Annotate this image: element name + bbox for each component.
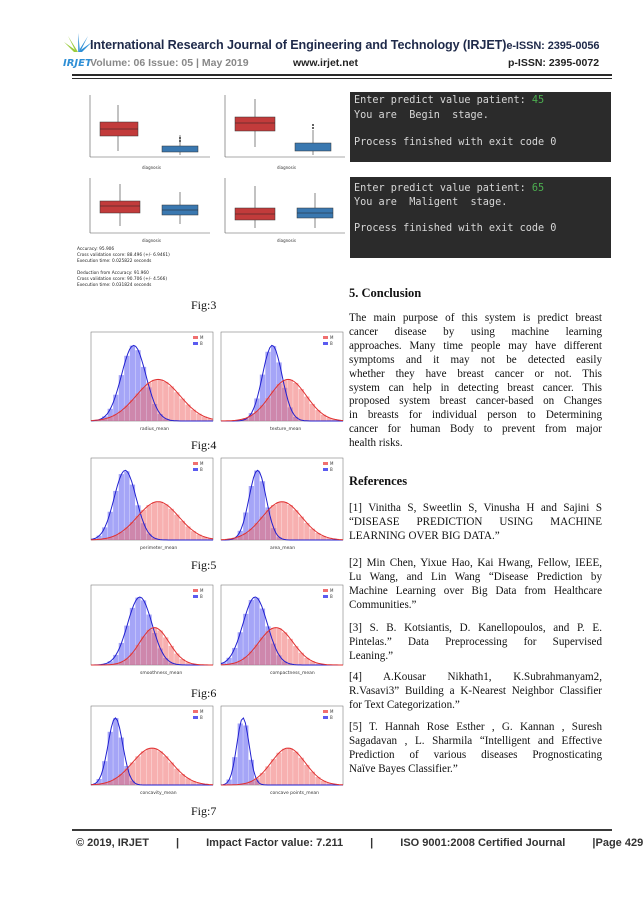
histogram-bar <box>174 769 179 785</box>
histogram-bar <box>141 751 146 785</box>
fig4-caption: Fig:4 <box>191 438 217 452</box>
legend-label: M <box>200 709 204 714</box>
text-line: Prediction of various diseases Prognosticating <box>349 748 602 761</box>
histogram-bar <box>130 400 135 421</box>
histogram-bar <box>169 762 174 785</box>
histogram-bar <box>276 628 281 665</box>
terminal-exit: Process finished with exit code 0 <box>354 137 557 148</box>
text-line: LEARNING OVER BIG DATA.” <box>349 529 500 542</box>
histogram-panel <box>221 585 343 676</box>
histogram-bar <box>180 521 185 540</box>
p-issn: p-ISSN: 2395-0072 <box>508 57 600 69</box>
histogram-bar <box>163 382 168 421</box>
footer-separator: | <box>592 837 596 849</box>
histogram-bar <box>130 762 135 785</box>
fig7-svg <box>83 704 343 799</box>
text-line: proposed system breast cancer-based on Changes <box>349 395 602 408</box>
legend-label: M <box>200 335 204 340</box>
console-line: Cross validation score: 90.706 (+/- 4.566) <box>77 277 168 282</box>
terminal-output-1 <box>350 92 611 162</box>
histogram-bar <box>135 393 140 421</box>
footer-iso: ISO 9001:2008 Certified Journal <box>400 837 566 849</box>
histogram-bar <box>276 753 281 785</box>
histogram-bar <box>152 502 157 540</box>
histogram-bar <box>163 756 168 785</box>
legend-label: B <box>330 594 333 599</box>
console-line: Deduction from Accuracy: 91.960 <box>77 271 149 276</box>
text-line: in breasts for individual person to Determining <box>349 409 602 422</box>
text-line: [3] S. B. Kotsiantis, D. Kanellopoulos, and P. E. <box>349 622 602 634</box>
website: www.irjet.net <box>293 57 358 69</box>
histogram-bar <box>288 505 293 540</box>
legend-label: B <box>330 715 333 720</box>
histogram-bar <box>304 397 309 421</box>
footer-separator: | <box>175 837 180 849</box>
page-footer <box>76 837 643 849</box>
text-line: The main purpose of this system is predict breast <box>349 312 602 324</box>
conclusion-heading: 5. Conclusion <box>349 286 422 300</box>
histogram-bar <box>260 517 265 540</box>
text-line: [1] Vinitha S, Sweetlin S, Vinusha H and Sajini S <box>349 502 602 514</box>
histogram-bar <box>146 505 151 540</box>
histogram-panel <box>91 585 213 676</box>
histogram-bar <box>276 384 281 421</box>
histogram-bar <box>158 502 163 540</box>
histogram-bar <box>282 502 287 540</box>
legend-label: B <box>330 467 333 472</box>
fig7-caption: Fig:7 <box>191 804 217 818</box>
text-line: cancer for human Body to prevent from major <box>349 423 602 436</box>
xaxis-label: concavity_mean <box>140 791 177 796</box>
boxplot-panel <box>225 95 345 170</box>
histogram-bar <box>265 631 270 665</box>
subplot-xlabel: diagnosis <box>277 238 296 243</box>
fig6-histograms <box>83 583 343 679</box>
text-line: for Text Categorization.” <box>349 698 460 711</box>
histogram-bar <box>141 636 146 665</box>
text-line: Naïve Bayes Classifier.” <box>349 762 458 775</box>
histogram-bar <box>299 758 304 785</box>
histogram-bar <box>163 637 168 665</box>
histogram-bar <box>299 517 304 540</box>
fig6-caption: Fig:6 <box>191 686 217 700</box>
histogram-bar <box>180 399 185 421</box>
conclusion-body <box>349 312 602 451</box>
legend-label: M <box>200 588 204 593</box>
text-line: health risks. <box>349 437 403 450</box>
footer-separator: | <box>370 837 374 849</box>
histogram-bar <box>135 756 140 785</box>
histogram-bar <box>174 515 179 540</box>
terminal-prompt: Enter predict value patient: <box>354 95 532 106</box>
console-line: Execution time: 0.031824 seconds <box>77 283 152 288</box>
histogram-bar <box>113 718 118 785</box>
svg-text:IRJET: IRJET <box>63 58 92 69</box>
histogram-panel <box>91 706 213 796</box>
header-rule-thin <box>72 78 612 79</box>
fig4-svg <box>83 330 343 435</box>
text-line: approaches. Many time people may have different <box>349 339 602 352</box>
terminal-prompt: Enter predict value patient: <box>354 183 532 194</box>
histogram-panel <box>91 458 213 551</box>
fig5-caption: Fig:5 <box>191 558 217 572</box>
histogram-bar <box>260 637 265 665</box>
histogram-bar <box>102 761 107 785</box>
histogram-panel <box>91 332 213 432</box>
histogram-bar <box>271 390 276 421</box>
histogram-bar <box>304 765 309 785</box>
footer-page: Page 429 <box>595 837 643 849</box>
text-line: [5] T. Hannah Rose Esther , G. Kannan , Suresh <box>349 721 602 733</box>
terminal-output-2 <box>350 177 611 258</box>
footer-copyright: © 2019, IRJET <box>76 837 149 849</box>
histogram-bar <box>146 630 151 665</box>
text-line: [4] A.Kousar Nikhath1, K.Subrahmanyam2, <box>349 671 602 683</box>
text-line: Communities.” <box>349 598 417 611</box>
histogram-bar <box>141 510 146 540</box>
fig3-boxplots <box>75 90 345 290</box>
histogram-bar <box>293 752 298 785</box>
text-line: “DISEASE PREDICTION USING MACHINE <box>349 515 602 528</box>
subplot-xlabel: diagnosis <box>142 165 161 170</box>
text-line: Sagadavan , L. Sharmila “Intelligent and Effective <box>349 734 602 747</box>
boxplot-panel <box>225 178 345 243</box>
terminal-value: 65 <box>531 183 545 194</box>
journal-name: International Research Journal of Engineering and Technology (IRJET) <box>90 38 507 52</box>
console-line: Accuracy: 95.906 <box>77 247 115 252</box>
xaxis-label: area_mean <box>270 546 296 551</box>
subplot-xlabel: diagnosis <box>142 238 161 243</box>
legend-label: B <box>200 341 203 346</box>
reference-4 <box>349 671 602 713</box>
subplot-xlabel: diagnosis <box>277 165 296 170</box>
volume-info: Volume: 06 Issue: 05 | May 2019 <box>90 57 249 69</box>
reference-5 <box>349 721 602 777</box>
text-line: Lu Wang, and Lin Wang “Disease Prediction by <box>349 570 602 583</box>
xaxis-label: radius_mean <box>140 427 169 432</box>
footer-impact: Impact Factor value: 7.211 <box>206 837 344 849</box>
legend-label: B <box>200 715 203 720</box>
boxplot-panel <box>90 178 210 243</box>
reference-2 <box>349 557 602 613</box>
histogram-bar <box>271 759 276 785</box>
text-line: Pintelas.” Data Preprocessing for Supervised <box>349 635 602 648</box>
fig4-histograms <box>83 330 343 435</box>
histogram-bar <box>152 748 157 785</box>
reference-3 <box>349 622 602 664</box>
fig6-svg <box>83 583 343 679</box>
text-line: cancer disease by using machine learning <box>349 325 602 338</box>
xaxis-label: compactness_mean <box>270 671 315 676</box>
legend-label: M <box>330 461 334 466</box>
legend-label: B <box>200 467 203 472</box>
histogram-bar <box>185 405 190 421</box>
text-line: symptoms and it may not be detected easily <box>349 353 602 366</box>
xaxis-label: smoothness_mean <box>140 671 183 676</box>
histogram-panel <box>221 332 343 432</box>
legend-label: B <box>330 341 333 346</box>
references-heading: References <box>349 474 408 488</box>
histogram-bar <box>146 748 151 785</box>
text-line: whether they have breast cancer or not. This <box>349 367 602 380</box>
journal-title <box>90 38 599 52</box>
histogram-bar <box>152 380 157 421</box>
text-line: [2] Min Chen, Yixue Hao, Kai Hwang, Fellow, IEEE, <box>349 557 602 569</box>
legend-label: M <box>330 588 334 593</box>
reference-1 <box>349 502 602 544</box>
xaxis-label: texture_mean <box>270 427 302 432</box>
e-issn: e-ISSN: 2395-0056 <box>506 40 600 52</box>
histogram-bar <box>169 509 174 540</box>
histogram-bar <box>158 380 163 421</box>
histogram-bar <box>141 387 146 421</box>
boxplot-panel <box>90 95 210 170</box>
fig7-histograms <box>83 704 343 799</box>
histogram-bar <box>232 757 237 785</box>
xaxis-label: concave points_mean <box>270 791 320 796</box>
text-line: R.Vasavi3” Building a K-Nearest Neighbor Classifier <box>349 684 602 697</box>
histogram-bar <box>163 504 168 540</box>
text-line: system can help in detecting breast cancer. This <box>349 381 602 394</box>
histogram-bar <box>293 510 298 540</box>
fig3-caption: Fig:3 <box>191 298 217 312</box>
histogram-bar <box>135 516 140 540</box>
terminal-exit: Process finished with exit code 0 <box>354 223 557 234</box>
header-rule <box>72 74 612 76</box>
text-line: Leaning.” <box>349 649 394 662</box>
histogram-bar <box>282 749 287 785</box>
histogram-bar <box>174 392 179 421</box>
histogram-bar <box>288 748 293 785</box>
histogram-bar <box>158 751 163 785</box>
fig5-svg <box>83 456 343 554</box>
histogram-bar <box>108 512 113 540</box>
fig3-console-text <box>77 246 170 288</box>
text-line: Machine Learning over Big Data from Healthcare <box>349 584 602 597</box>
histogram-panel <box>221 706 343 796</box>
terminal-result: You are Begin stage. <box>354 110 489 121</box>
legend-label: B <box>200 594 203 599</box>
legend-label: M <box>330 709 334 714</box>
terminal-result: You are Maligent stage. <box>354 197 508 208</box>
xaxis-label: perimeter_mean <box>140 546 178 551</box>
legend-label: M <box>200 461 204 466</box>
terminal-value: 45 <box>531 95 545 106</box>
histogram-bar <box>169 386 174 421</box>
histogram-panel <box>221 458 343 551</box>
histogram-bar <box>299 389 304 421</box>
console-line: Execution time: 0.025822 seconds <box>77 259 152 264</box>
histogram-bar <box>288 639 293 665</box>
footer-rule <box>72 829 612 831</box>
legend-label: M <box>330 335 334 340</box>
console-line: Cross validation score: 88.496 (+/- 6.9461) <box>77 253 170 258</box>
fig5-histograms <box>83 456 343 554</box>
